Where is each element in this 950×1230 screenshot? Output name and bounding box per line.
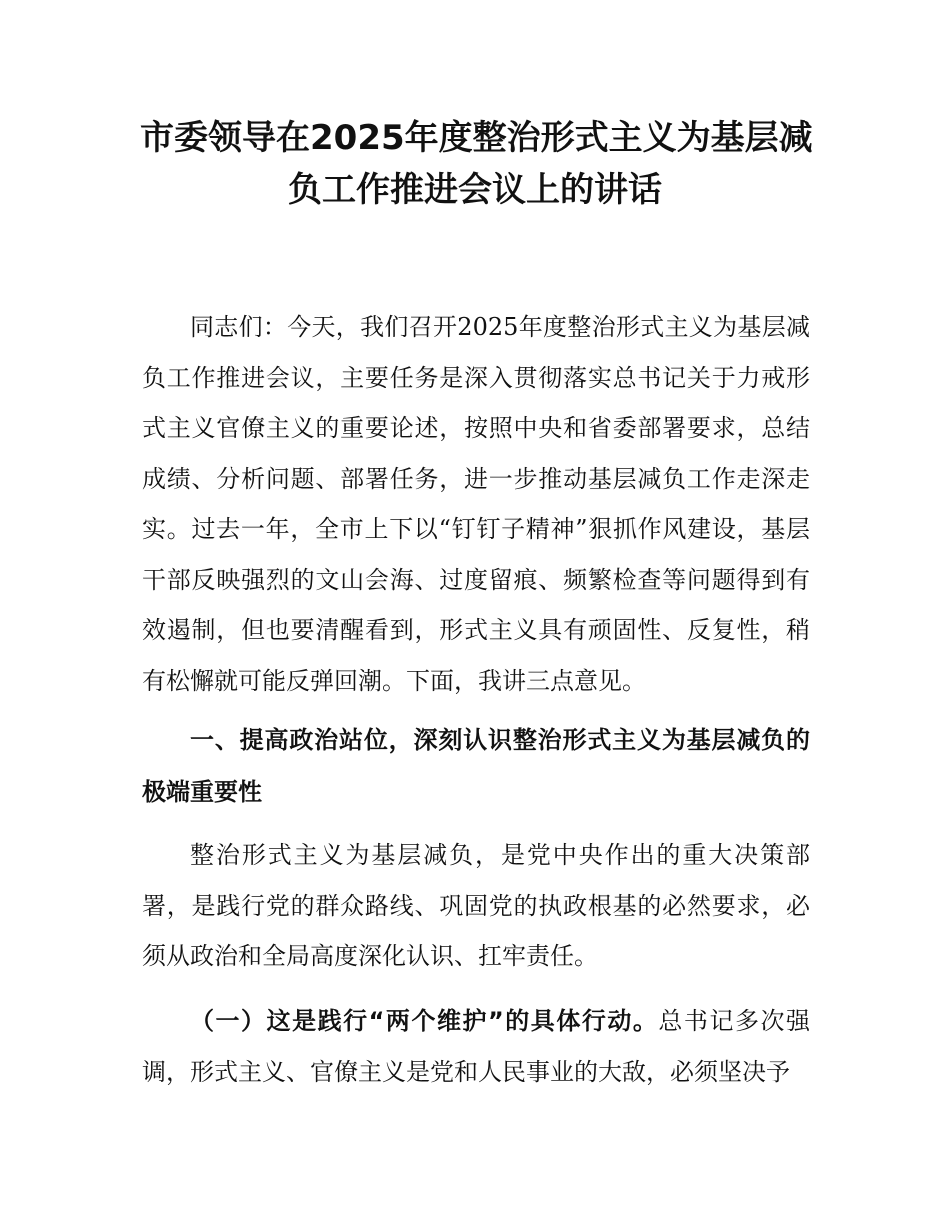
subheading-1-lead: （一）这是践行“两个维护”的具体行动。 (190, 1007, 659, 1035)
paragraph-2-block (142, 830, 810, 982)
paragraph-2: 整治形式主义为基层减负，是党中央作出的重大决策部署，是践行党的群众路线、巩固党的执政根基的必然要求，必须从政治和全局高度深化认识、扛牢责任。 (142, 841, 810, 970)
title-line-2: 负工作推进会议上的讲话 (288, 170, 662, 210)
section-heading-1: 一、提高政治站位，深刻认识整治形式主义为基层减负的极端重要性 (142, 726, 810, 806)
paragraph-3-block (142, 996, 810, 1097)
document-title (140, 112, 813, 216)
title-line-1: 市委领导在2025年度整治形式主义为基层减 (140, 118, 813, 158)
paragraph-3-text: 总书记多次强调，形式主义、官僚主义是党和人民事业的大敌，必须坚决予 (142, 1007, 811, 1086)
paragraph-3 (142, 996, 810, 1097)
intro-paragraph: 同志们：今天，我们召开2025年度整治形式主义为基层减负工作推进会议，主要任务是深入贯彻落实总书记关于力戒形式主义官僚主义的重要论述，按照中央和省委部署要求，总结成绩、分析问题、部署任务，进一步推动基层减负工作走深走实。过去一年，全市上下以“钉钉子精神”狠抓作风建设，基层干部反映强烈的文山会海、过度留痕、频繁检查等问题得到有效遏制，但也要清醒看到，形式主义具有顽固性、反复性，稍有松懈就可能反弹回潮。下面，我讲三点意见。 (142, 313, 810, 695)
intro-paragraph-block (142, 302, 810, 706)
